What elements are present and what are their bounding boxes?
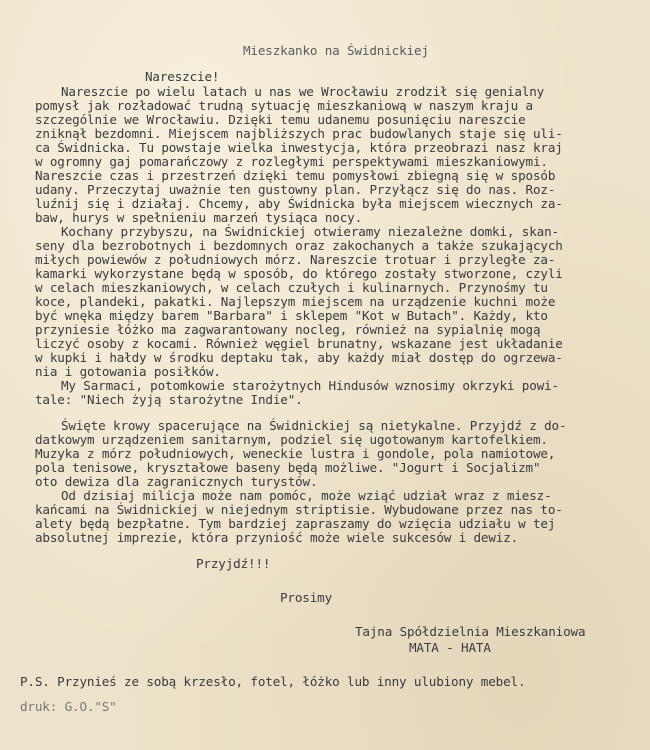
document-title: Mieszkanko na Świdnickiej bbox=[243, 43, 429, 58]
paragraph-line: Nareszcie czas i przestrzeń dzięki temu pomysłowi zbiegną się w sposób bbox=[35, 168, 556, 183]
paragraph-line: pomysł jak rozładować trudną sytuację mieszkaniową w naszym kraju a bbox=[35, 98, 533, 113]
paragraph-line: ca Świdnicka. Tu powstaje wielka inwestycja, która przeobrazi nasz kraj bbox=[35, 140, 563, 155]
paragraph-line: miłych powiewów z południowych mórz. Nareszcie trotuar i przyległe za- bbox=[35, 252, 556, 267]
paragraph-line: nia i gotowania posiłków. bbox=[35, 364, 221, 379]
paragraph-line: baw, hurys w spełnieniu marzeń tysiąca nocy. bbox=[35, 210, 363, 225]
paragraph-line: być wnęka między barem "Barbara" i sklepem "Kot w Butach". Każdy, kto bbox=[35, 308, 548, 323]
signature-organization: Tajna Spółdzielnia Mieszkaniowa bbox=[355, 624, 586, 639]
paragraph-line: Kochany przybyszu, na Świdnickiej otwieramy niezależne domki, skan- bbox=[61, 224, 559, 239]
printer-note: druk: G.O."S" bbox=[20, 699, 117, 714]
paragraph-line: luźnij się i działaj. Chcemy, aby Świdnicka była miejscem wiecznych za- bbox=[35, 196, 563, 211]
paragraph-line: udany. Przeczytaj uważnie ten gustowny plan. Przyłącz się do nas. Roz- bbox=[35, 182, 556, 197]
paragraph-line: Nareszcie po wielu latach u nas we Wrocławiu zrodził się genialny bbox=[61, 84, 545, 99]
paragraph-line: seny dla bezrobotnych i bezdomnych oraz zakochanych a także szukających bbox=[35, 238, 563, 253]
signature-name: MATA - HATA bbox=[409, 640, 491, 655]
paragraph-line: kamarki wykorzystane będą w sposób, do którego zostały stworzone, czyli bbox=[35, 266, 563, 281]
paragraph-line: w celach mieszkaniowych, w celach czułych i kulinarnych. Przynośmy tu bbox=[35, 280, 548, 295]
paragraph-line: Od dzisiaj milicja może nam pomóc, może wziąć udział wraz z miesz- bbox=[61, 488, 552, 503]
paragraph-line: w ogromny gaj pomarańczowy z rozległymi perspektywami mieszkaniowymi. bbox=[35, 154, 548, 169]
paragraph-line: My Sarmaci, potomkowie starożytnych Hindusów wznosimy okrzyki powi- bbox=[61, 378, 559, 393]
paragraph-line: zniknął bezdomni. Miejscem najbliższych prac budowlanych staje się uli- bbox=[35, 126, 563, 141]
paragraph-line: alety będą bezpłatne. Tym bardziej zapraszamy do wzięcia udziału w tej bbox=[35, 516, 556, 531]
postscript: P.S. Przynieś ze sobą krzesło, fotel, łóżko lub inny ulubiony mebel. bbox=[20, 674, 526, 689]
paragraph-line: absolutnej imprezie, która przyniość może wiele sukcesów i dewiz. bbox=[35, 530, 519, 545]
paragraph-line: liczyć osoby z kocami. Również węgiel brunatny, wskazane jest układanie bbox=[35, 336, 563, 351]
closing-come: Przyjdź!!! bbox=[196, 556, 271, 571]
paragraph-line: oto dewiza dla zagranicznych turystów. bbox=[35, 474, 318, 489]
paragraph-line: w kupki i hałdy w środku deptaku tak, aby każdy miał dostęp do ogrzewa- bbox=[35, 350, 563, 365]
paragraph-line: szczególnie we Wrocławiu. Dzięki temu udanemu posunięciu nareszcie bbox=[35, 112, 526, 127]
paragraph-line: Święte krowy spacerujące na Świdnickiej są nietykalne. Przyjdź z do- bbox=[61, 418, 567, 433]
paragraph-line: datkowym urządzeniem sanitarnym, podziel się ugotowanym kartofelkiem. bbox=[35, 432, 548, 447]
paragraph-line: kańcami na Świdnickiej w niejednym striptisie. Wybudowane przez nas to- bbox=[35, 502, 563, 517]
paragraph-line: pola tenisowe, kryształowe baseny będą możliwe. "Jogurt i Socjalizm" bbox=[35, 460, 541, 475]
closing-please: Prosimy bbox=[280, 590, 333, 605]
paragraph-line: przyniesie łóżko ma zagwarantowany nocleg, również na sypialnię mogą bbox=[35, 322, 541, 337]
paragraph-line: Muzyka z mórz południowych, weneckie lustra i gondole, pola namiotowe, bbox=[35, 446, 556, 461]
paragraph-line: koce, plandeki, pakatki. Najlepszym miejscem na urządzenie kuchni może bbox=[35, 294, 556, 309]
paragraph-line: tale: "Niech żyją starożytne Indie". bbox=[35, 392, 303, 407]
greeting: Nareszcie! bbox=[145, 69, 220, 84]
